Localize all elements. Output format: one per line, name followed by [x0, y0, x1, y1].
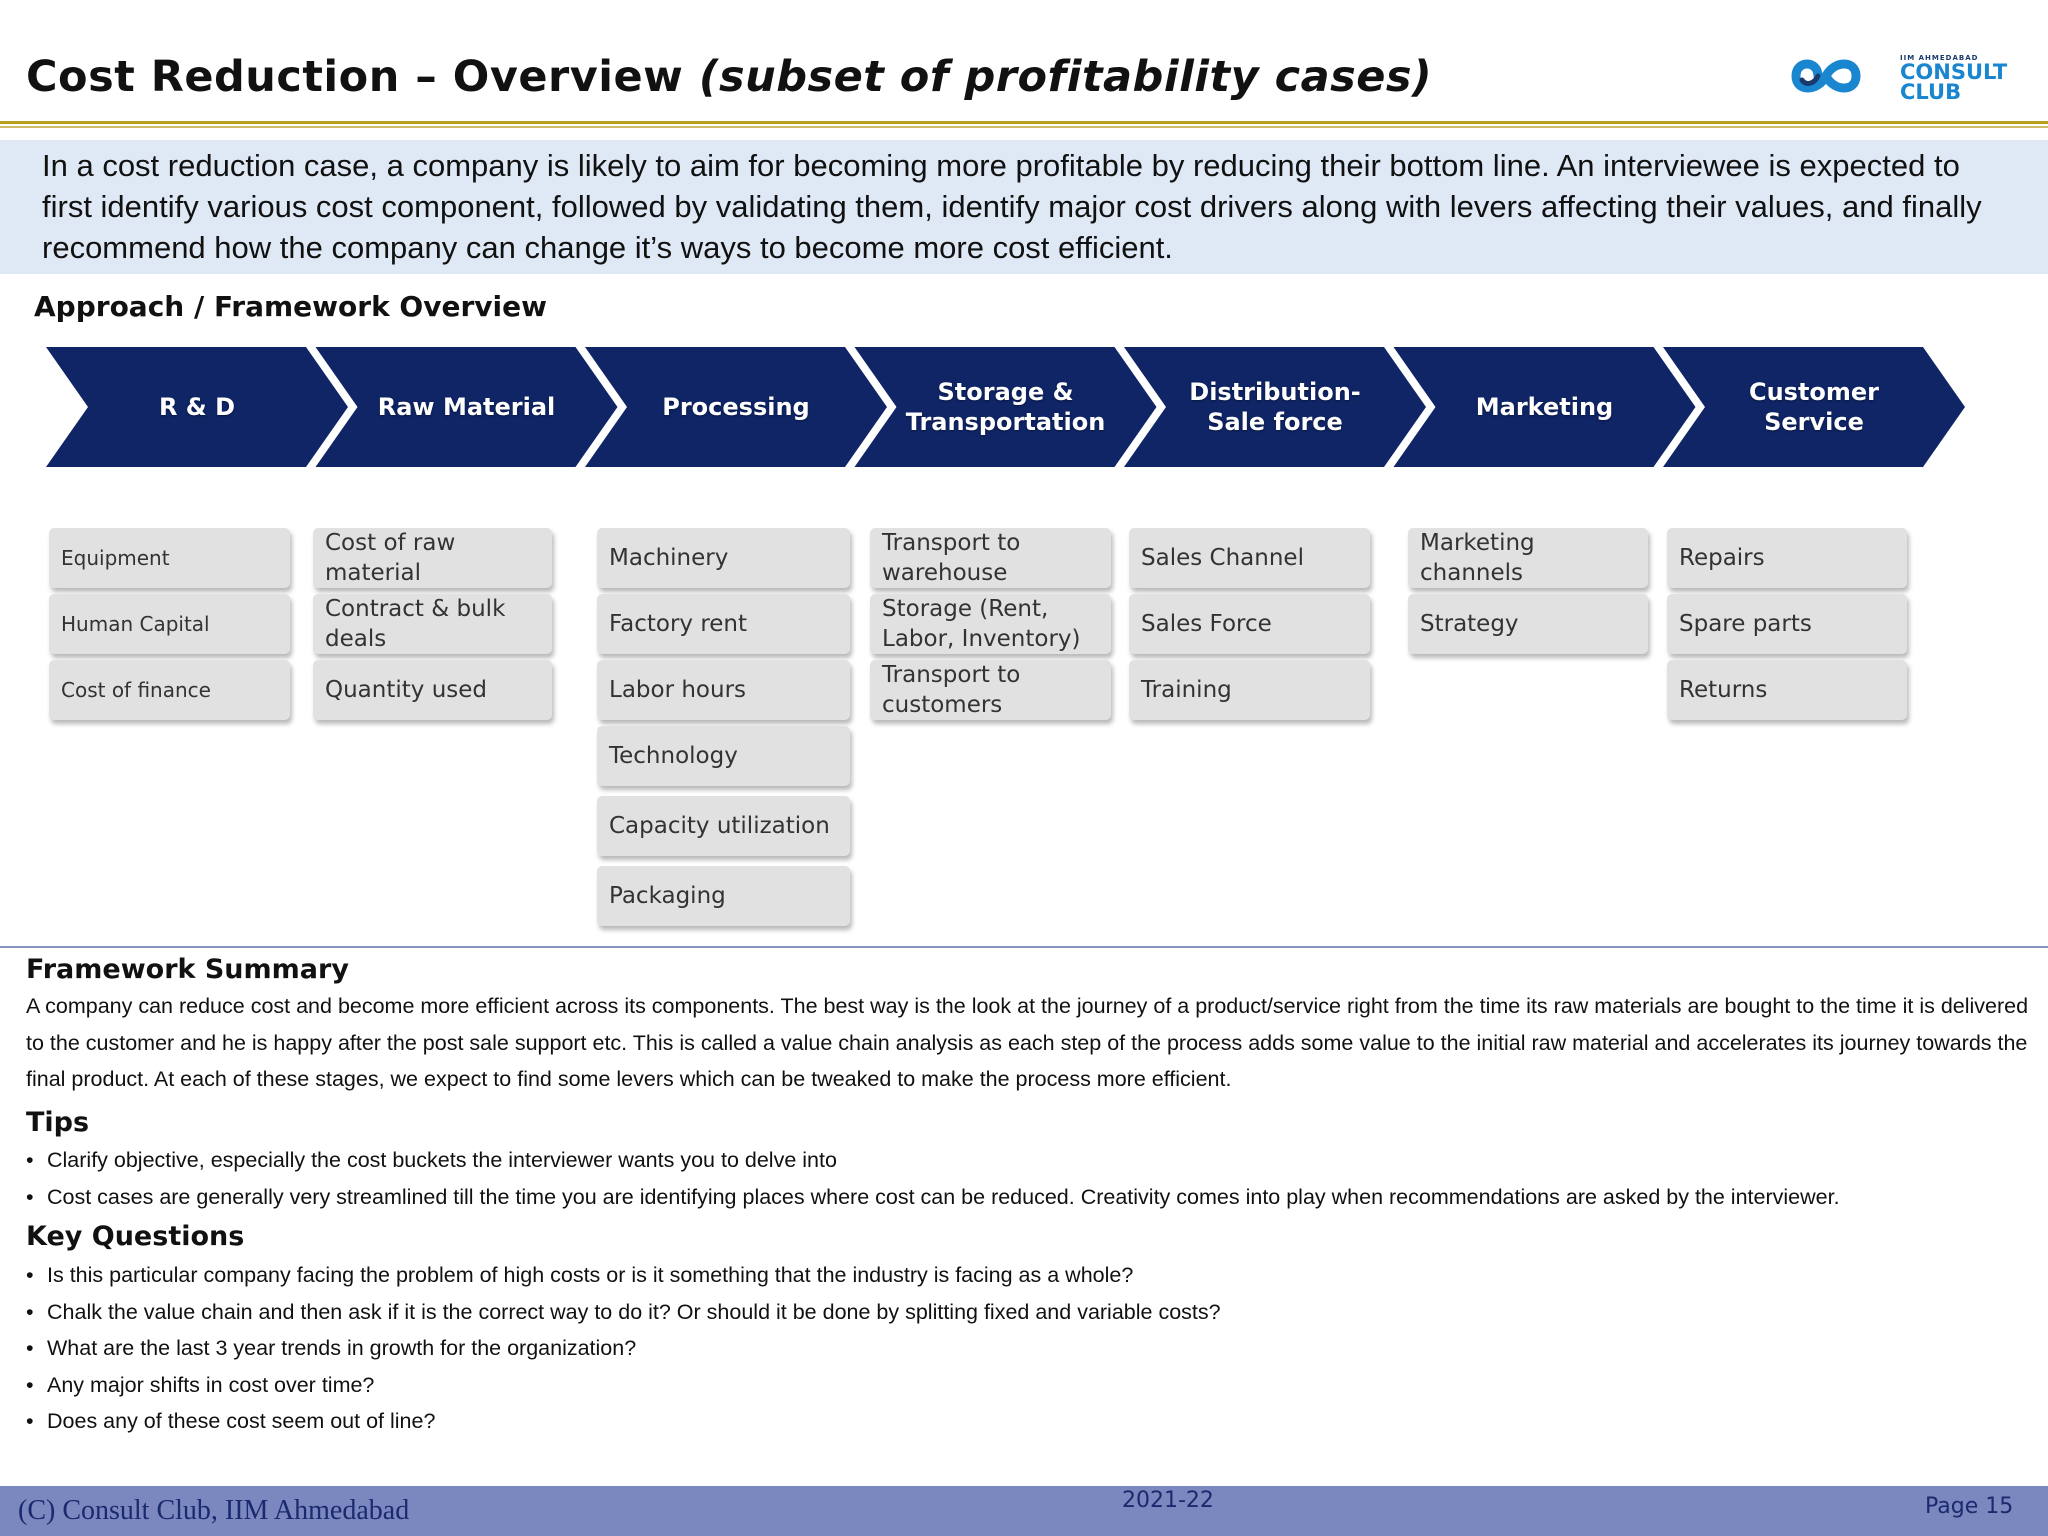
- footer-year: 2021-22: [1122, 1488, 1214, 1513]
- cost-driver-box: Labor hours: [597, 660, 850, 720]
- cost-driver-box: Marketing channels: [1408, 528, 1648, 588]
- chevron-stage-label: Storage & Transportation: [905, 378, 1106, 436]
- tip-item: • Cost cases are generally very streamlined till the time you are identifying places where cost can be reduced. Creativity comes into play when recommendations are asked by the interviewer.: [26, 1179, 1840, 1216]
- logo-small-text: IIM AHMEDABAD: [1900, 54, 1979, 62]
- cost-driver-box: Returns: [1667, 660, 1907, 720]
- cost-driver-box: Sales Channel: [1129, 528, 1370, 588]
- cost-driver-box: Sales Force: [1129, 594, 1370, 654]
- chevron-stage-label: Marketing: [1475, 393, 1614, 421]
- question-item: • Chalk the value chain and then ask if it is the correct way to do it? Or should it be done by splitting fixed and variable costs?: [26, 1294, 1221, 1331]
- logo-line2: CLUB: [1900, 80, 1962, 104]
- cost-driver-box: Quantity used: [313, 660, 552, 720]
- title-main: Cost Reduction – Overview: [26, 52, 684, 102]
- summary-text: A company can reduce cost and become more efficient across its components. The best way is the look at the journey of a product/service right from the time its raw materials are bought to the time it is delivered to the customer and he is happy after the post sale support etc. This is called a value chain analysis as each step of the process adds some value to the initial raw material and accelerates its journey towards the final product. At each of these stages, we expect to find some levers which can be tweaked to make the process more efficient.: [26, 994, 2029, 1091]
- chevron-stage-label: Raw Material: [377, 393, 556, 421]
- cost-driver-box: Capacity utilization: [597, 796, 850, 856]
- intro-text: In a cost reduction case, a company is likely to aim for becoming more profitable by reducing their bottom line. An interviewee is expected to first identify various cost component, followed by validating them, identify major cost drivers along with levers affecting their values, and finally recommend how the company can change it’s ways to become more cost efficient.: [42, 148, 1982, 265]
- title-subtitle: (subset of profitability cases): [698, 52, 1433, 102]
- cost-driver-box: Cost of raw material: [313, 528, 552, 588]
- approach-heading: Approach / Framework Overview: [34, 290, 547, 323]
- key-questions-list: [26, 1257, 1221, 1440]
- chevron-stage-label: R & D: [158, 393, 236, 421]
- footer-copyright: (C) Consult Club, IIM Ahmedabad: [18, 1495, 410, 1526]
- cost-driver-box: Packaging: [597, 866, 850, 926]
- cost-driver-box: Equipment: [49, 528, 290, 588]
- logo-line1: CONSULT: [1900, 60, 2008, 84]
- cost-driver-box: Factory rent: [597, 594, 850, 654]
- question-item: • Is this particular company facing the problem of high costs or is it something that the industry is facing as a whole?: [26, 1257, 1221, 1294]
- tips-list: [26, 1142, 1840, 1215]
- cost-driver-box: Repairs: [1667, 528, 1907, 588]
- question-item: • Does any of these cost seem out of line?: [26, 1403, 1221, 1440]
- cost-driver-box: Technology: [597, 726, 850, 786]
- cost-driver-box: Contract & bulk deals: [313, 594, 552, 654]
- tip-item: • Clarify objective, especially the cost buckets the interviewer wants you to delve into: [26, 1142, 1840, 1179]
- question-item: • What are the last 3 year trends in growth for the organization?: [26, 1330, 1221, 1367]
- tips-heading: Tips: [26, 1107, 90, 1138]
- summary-heading: Framework Summary: [26, 954, 349, 985]
- cost-driver-box: Machinery: [597, 528, 850, 588]
- cost-driver-box: Cost of finance: [49, 660, 290, 720]
- footer-page-number: Page 15: [1925, 1494, 2014, 1519]
- cost-driver-box: Training: [1129, 660, 1370, 720]
- chevron-stage-label: Customer Service: [1748, 378, 1880, 436]
- cost-driver-box: Human Capital: [49, 594, 290, 654]
- key-questions-heading: Key Questions: [26, 1221, 245, 1252]
- cost-driver-box: Storage (Rent, Labor, Inventory): [870, 594, 1111, 654]
- cost-driver-box: Transport to customers: [870, 660, 1111, 720]
- question-item: • Any major shifts in cost over time?: [26, 1367, 1221, 1404]
- chevron-stage-label: Distribution- Sale force: [1189, 378, 1361, 436]
- section-divider: [0, 946, 2048, 948]
- cost-driver-box: Transport to warehouse: [870, 528, 1111, 588]
- cost-driver-box: Spare parts: [1667, 594, 1907, 654]
- chevron-stage-label: Processing: [662, 393, 810, 421]
- cost-driver-box: Strategy: [1408, 594, 1648, 654]
